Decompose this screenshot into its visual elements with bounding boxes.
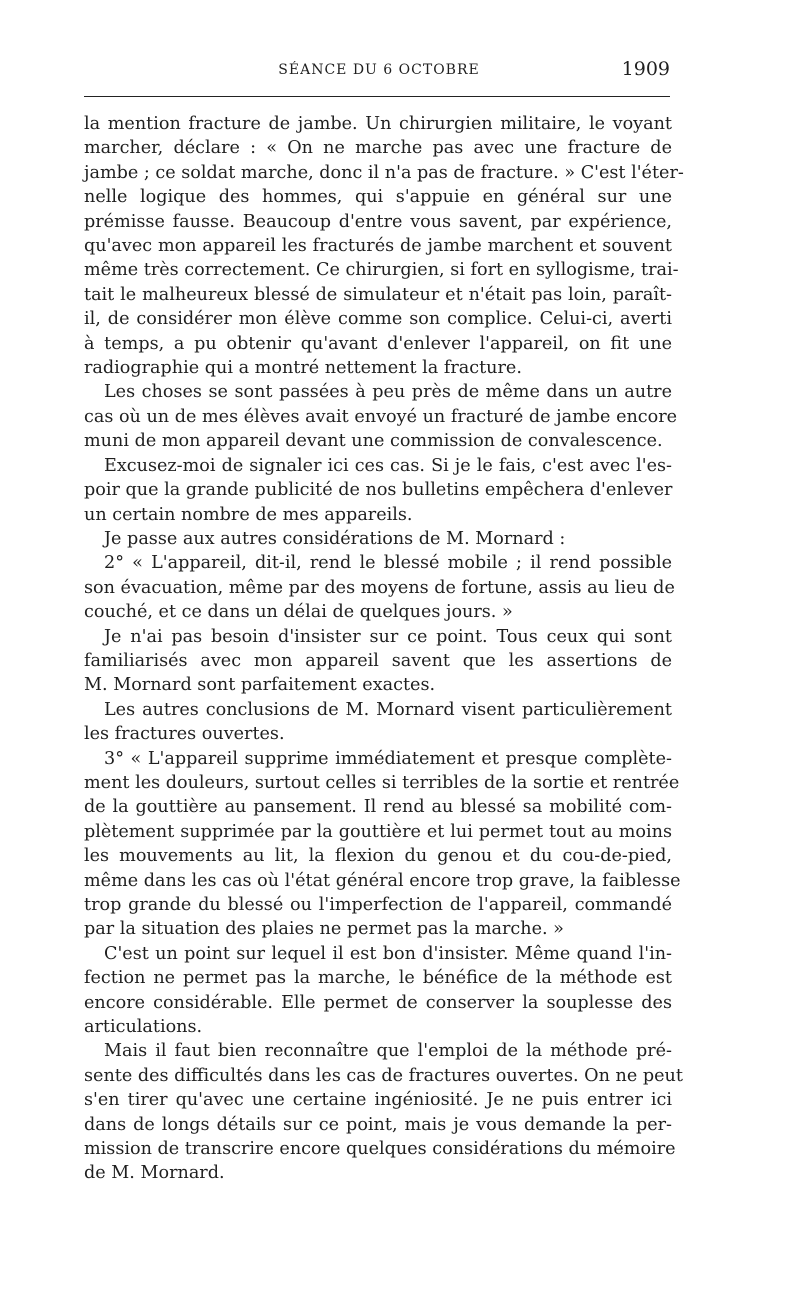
text-line: tait le malheureux blessé de simulateur et n'était pas loin, paraît- [84, 284, 672, 305]
text-line: un certain nombre de mes appareils. [84, 504, 413, 525]
text-line: C'est un point sur lequel il est bon d'insister. Même quand l'in- [104, 943, 672, 964]
text-line: 2° « L'appareil, dit-il, rend le blessé mobile ; il rend possible [104, 553, 672, 574]
text-line: couché, et ce dans un délai de quelques jours. » [84, 602, 513, 623]
text-line: prémisse fausse. Beaucoup d'entre vous savent, par expérience, [84, 211, 672, 232]
text-line: ment les douleurs, surtout celles si terribles de la sortie et rentrée [84, 772, 680, 793]
text-line: les fractures ouvertes. [84, 724, 285, 745]
text-line: même très correctement. Ce chirurgien, si fort en syllogisme, trai- [84, 260, 679, 281]
text-line: Les choses se sont passées à peu près de même dans un autre [104, 382, 672, 403]
text-line: Je passe aux autres considérations de M. Mornard : [104, 528, 566, 549]
text-line: à temps, a pu obtenir qu'avant d'enlever l'appareil, on fit une [84, 333, 672, 354]
page-number: 1909 [621, 58, 670, 80]
header-rule [84, 96, 670, 97]
text-line: sente des difficultés dans les cas de fractures ouvertes. On ne peut [84, 1065, 683, 1086]
text-line: jambe ; ce soldat marche, donc il n'a pas de fracture. » C'est l'éter- [84, 162, 684, 183]
text-line: plètement supprimée par la gouttière et lui permet tout au moins [84, 821, 672, 842]
text-line: Je n'ai pas besoin d'insister sur ce point. Tous ceux qui sont [104, 626, 672, 647]
text-line: nelle logique des hommes, qui s'appuie en général sur une [84, 187, 672, 208]
text-line: poir que la grande publicité de nos bulletins empêchera d'enlever [84, 480, 673, 501]
text-line: articulations. [84, 1017, 203, 1038]
text-line: trop grande du blessé ou l'imperfection de l'appareil, commandé [84, 895, 672, 915]
text-line: Excusez-moi de signaler ici ces cas. Si je le fais, c'est avec l'es- [104, 455, 672, 476]
text-line: muni de mon appareil devant une commission de convalescence. [84, 431, 663, 452]
page-header [88, 58, 670, 86]
text-line: par la situation des plaies ne permet pas la marche. » [84, 919, 564, 940]
text-line: encore considérable. Elle permet de conserver la souplesse des [84, 992, 672, 1013]
text-line: les mouvements au lit, la flexion du genou et du cou-de-pied, [84, 846, 672, 867]
body-text [84, 112, 684, 1186]
text-line: marcher, déclare : « On ne marche pas avec une fracture de [84, 138, 672, 159]
running-title: SÉANCE DU 6 OCTOBRE [278, 62, 480, 78]
text-line: Les autres conclusions de M. Mornard visent particulièrement [104, 699, 672, 720]
text-line: de M. Mornard. [84, 1163, 225, 1184]
text-line: Mais il faut bien reconnaître que l'emploi de la méthode pré- [104, 1041, 672, 1062]
text-line: 3° « L'appareil supprime immédiatement et presque complète- [104, 748, 672, 769]
text-line: son évacuation, même par des moyens de fortune, assis au lieu de [84, 577, 675, 598]
text-line: il, de considérer mon élève comme son complice. Celui-ci, averti [84, 309, 672, 330]
text-line: radiographie qui a montré nettement la fracture. [84, 358, 522, 379]
text-line: la mention fracture de jambe. Un chirurgien militaire, le voyant [84, 114, 672, 134]
text-line: fection ne permet pas la marche, le bénéfice de la méthode est [84, 968, 672, 989]
text-line: familiarisés avec mon appareil savent que les assertions de [84, 650, 672, 671]
text-line: M. Mornard sont parfaitement exactes. [84, 675, 436, 696]
text-line: mission de transcrire encore quelques considérations du mémoire [84, 1139, 676, 1160]
text-line: même dans les cas où l'état général encore trop grave, la faiblesse [84, 870, 681, 891]
text-line: dans de longs détails sur ce point, mais je vous demande la per- [84, 1114, 672, 1135]
text-line: cas où un de mes élèves avait envoyé un fracturé de jambe encore [84, 406, 678, 427]
text-line: de la gouttière au pansement. Il rend au blessé sa mobilité com- [84, 797, 672, 818]
text-line: s'en tirer qu'avec une certaine ingéniosité. Je ne puis entrer ici [84, 1090, 672, 1111]
text-line: qu'avec mon appareil les fracturés de jambe marchent et souvent [84, 236, 672, 257]
